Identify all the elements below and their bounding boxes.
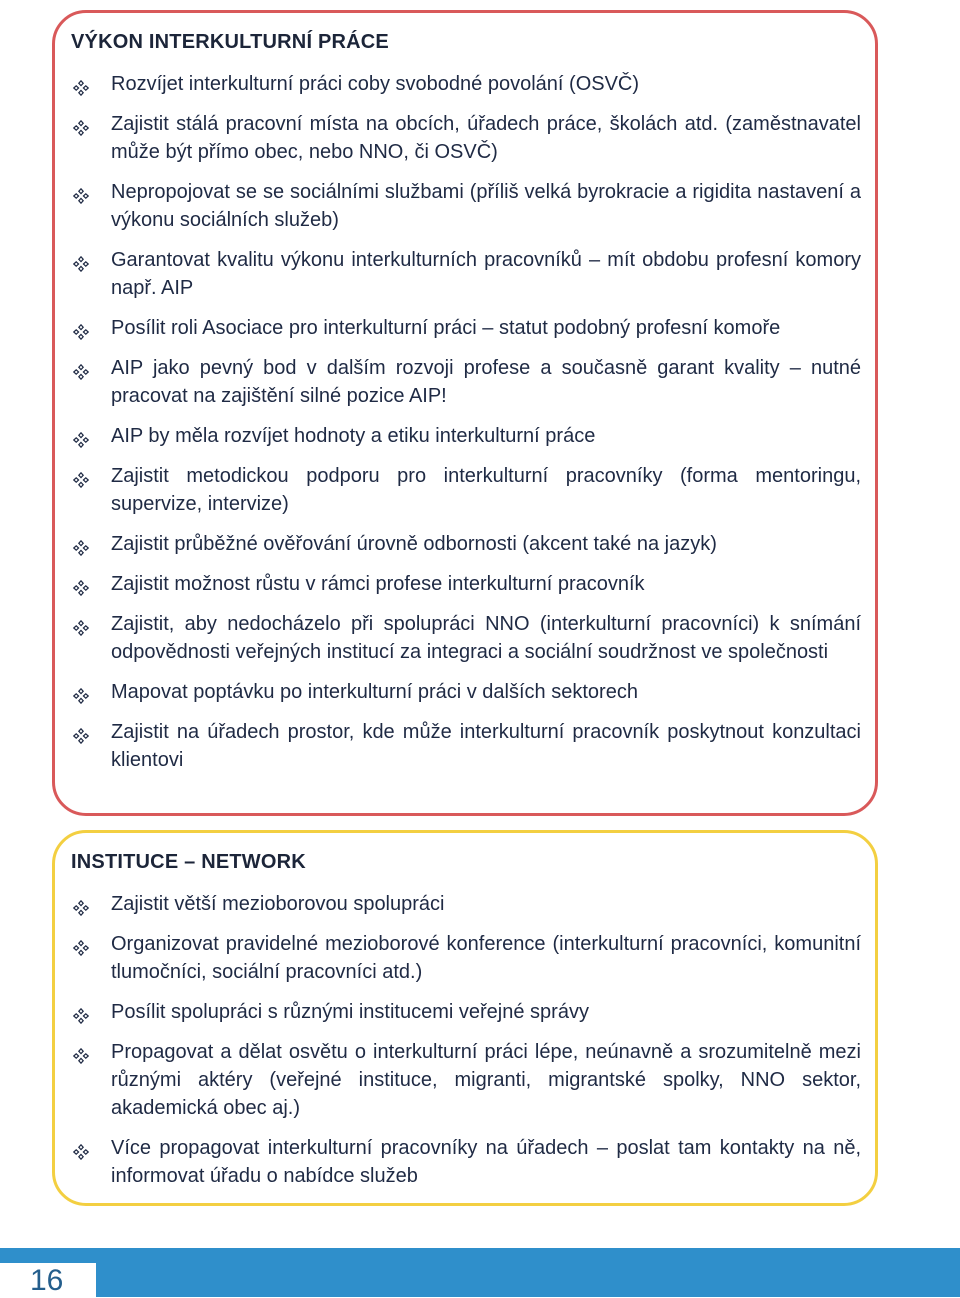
list-item-text: Rozvíjet interkulturní práci coby svobodné povolání (OSVČ) [111, 73, 640, 95]
footer-bar [0, 1248, 960, 1297]
list-item [71, 110, 861, 166]
list-item-text: Zajistit stálá pracovní místa na obcích, úřadech práce, školách atd. (zaměstnavatel může být přímo obec, nebo NNO, či OSVČ) [111, 113, 861, 163]
section-box-performance [52, 10, 878, 816]
diamond-bullet-icon [73, 536, 89, 552]
diamond-bullet-icon [73, 468, 89, 484]
list-item [71, 718, 861, 774]
list-item [71, 70, 861, 98]
bullet-list [71, 890, 861, 1190]
list-item-text: Zajistit na úřadech prostor, kde může interkulturní pracovník poskytnout konzultaci klientovi [111, 721, 861, 771]
diamond-bullet-icon [73, 428, 89, 444]
list-item [71, 1038, 861, 1122]
list-item-text: Posílit roli Asociace pro interkulturní práci – statut podobný profesní komoře [111, 317, 781, 339]
diamond-bullet-icon [73, 1044, 89, 1060]
list-item [71, 570, 861, 598]
list-item-text: Garantovat kvalitu výkonu interkulturních pracovníků – mít obdobu profesní komory např. AIP [111, 249, 861, 299]
list-item [71, 422, 861, 450]
section-title: VÝKON INTERKULTURNÍ PRÁCE [71, 31, 389, 53]
page-number: 16 [30, 1264, 64, 1297]
bullet-list [71, 70, 861, 774]
list-item-text: Nepropojovat se se sociálními službami (příliš velká byrokracie a rigidita nastavení a výkonu sociálních služeb) [111, 181, 861, 231]
list-item [71, 354, 861, 410]
diamond-bullet-icon [73, 252, 89, 268]
list-item-text: Organizovat pravidelné mezioborové konference (interkulturní pracovníci, komunitní tlumočníci, sociální pracovníci atd.) [111, 933, 861, 983]
list-item [71, 890, 861, 918]
list-item-text: Více propagovat interkulturní pracovníky na úřadech – poslat tam kontakty na ně, informovat úřadu o nabídce služeb [111, 1137, 861, 1187]
diamond-bullet-icon [73, 576, 89, 592]
diamond-bullet-icon [73, 936, 89, 952]
list-item [71, 530, 861, 558]
list-item-text: AIP jako pevný bod v dalším rozvoji profese a současně garant kvality – nutné pracovat na zajištění silné pozice AIP! [111, 357, 861, 407]
list-item [71, 930, 861, 986]
list-item [71, 998, 861, 1026]
list-item [71, 610, 861, 666]
diamond-bullet-icon [73, 1140, 89, 1156]
diamond-bullet-icon [73, 116, 89, 132]
diamond-bullet-icon [73, 896, 89, 912]
list-item [71, 178, 861, 234]
diamond-bullet-icon [73, 184, 89, 200]
list-item-text: Zajistit průběžné ověřování úrovně odbornosti (akcent také na jazyk) [111, 533, 717, 555]
list-item-text: Mapovat poptávku po interkulturní práci v dalších sektorech [111, 681, 638, 703]
list-item [71, 246, 861, 302]
list-item [71, 678, 861, 706]
diamond-bullet-icon [73, 1004, 89, 1020]
diamond-bullet-icon [73, 724, 89, 740]
diamond-bullet-icon [73, 360, 89, 376]
section-title: INSTITUCE – NETWORK [71, 851, 306, 873]
list-item-text: Zajistit možnost růstu v rámci profese interkulturní pracovník [111, 573, 645, 595]
list-item [71, 314, 861, 342]
list-item-text: Zajistit větší mezioborovou spolupráci [111, 893, 445, 915]
list-item-text: Propagovat a dělat osvětu o interkulturní práci lépe, neúnavně a srozumitelně mezi různými aktéry (veřejné instituce, migranti, migrantské spolky, NNO sektor, akademická obec aj.) [111, 1041, 861, 1119]
diamond-bullet-icon [73, 76, 89, 92]
list-item-text: Zajistit metodickou podporu pro interkulturní pracovníky (forma mentoringu, supervize, intervize) [111, 465, 861, 515]
list-item [71, 1134, 861, 1190]
diamond-bullet-icon [73, 616, 89, 632]
section-box-institutions [52, 830, 878, 1206]
list-item [71, 462, 861, 518]
diamond-bullet-icon [73, 684, 89, 700]
diamond-bullet-icon [73, 320, 89, 336]
list-item-text: AIP by měla rozvíjet hodnoty a etiku interkulturní práce [111, 425, 596, 447]
list-item-text: Zajistit, aby nedocházelo při spolupráci NNO (interkulturní pracovníci) k snímání odpovědnosti veřejných institucí za integraci a sociální soudržnost ve společnosti [111, 613, 861, 663]
list-item-text: Posílit spolupráci s různými institucemi veřejné správy [111, 1001, 589, 1023]
